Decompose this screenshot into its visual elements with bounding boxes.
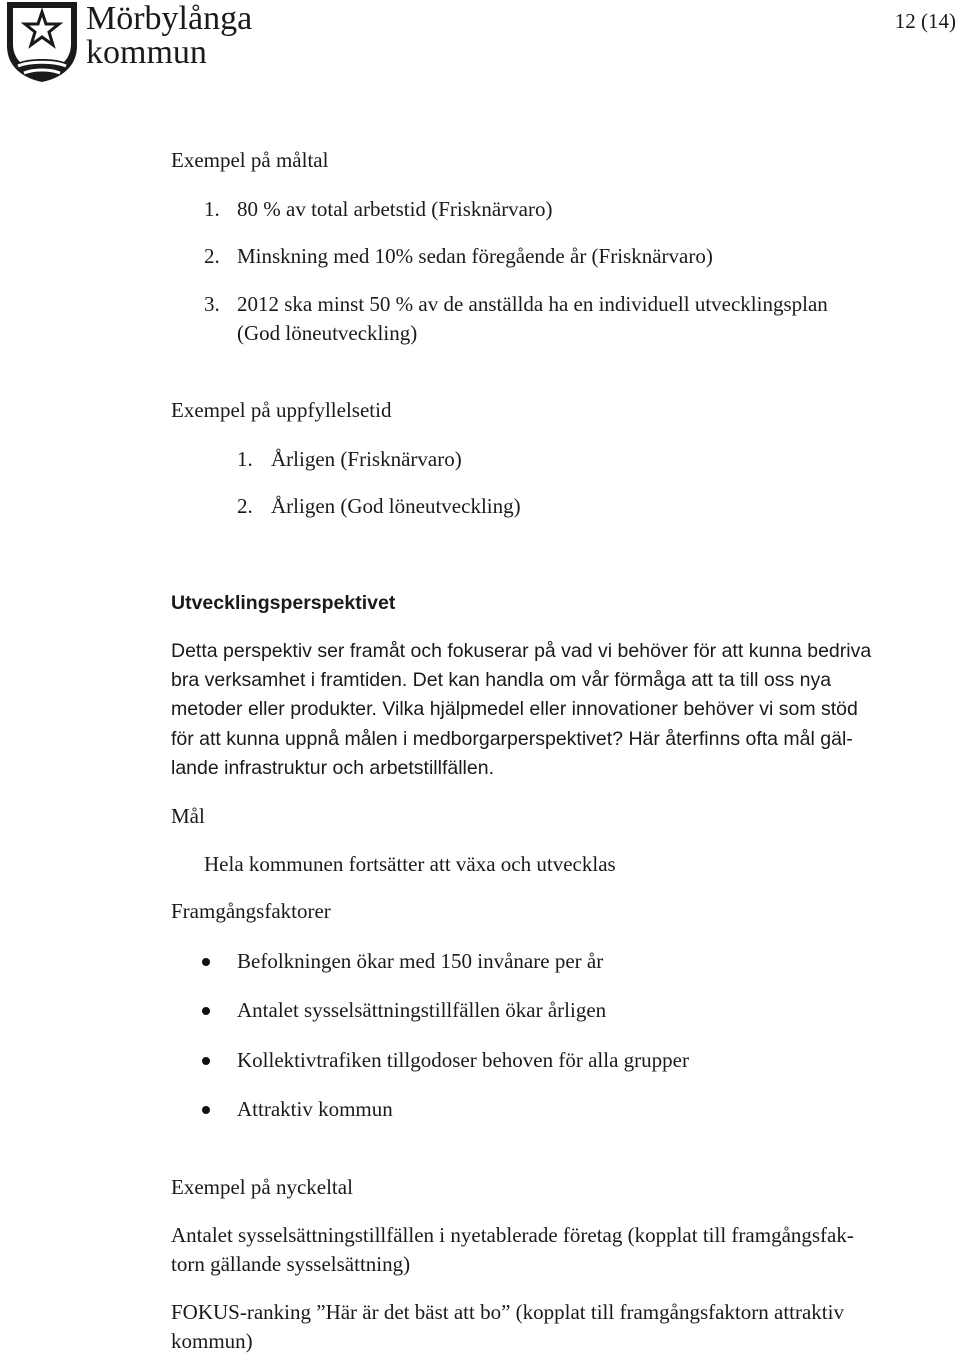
uppfyllelsetid-item-number: 2. <box>237 494 253 518</box>
uppfyllelsetid-heading: Exempel på uppfyllelsetid <box>171 398 392 422</box>
section-heading: Utvecklingsperspektivet <box>171 592 396 614</box>
nyckeltal-paragraph-line: torn gällande sysselsättning) <box>171 1252 411 1276</box>
paragraph-line: lande infrastruktur och arbetstillfällen. <box>171 757 494 779</box>
success-factor-item: Antalet sysselsättningstillfällen ökar årligen <box>237 998 607 1022</box>
uppfyllelsetid-item-number: 1. <box>237 447 253 471</box>
logo-wordmark <box>86 2 252 70</box>
maltal-item-text: 2012 ska minst 50 % av de anställda ha en individuell utvecklingsplan <box>237 292 828 316</box>
mal-heading: Mål <box>171 804 205 828</box>
nyckeltal-paragraph-line: FOKUS-ranking ”Här är det bäst att bo” (kopplat till framgångsfaktorn attraktiv <box>171 1300 844 1324</box>
success-factor-item: Attraktiv kommun <box>237 1097 393 1121</box>
municipality-logo <box>4 0 254 84</box>
bullet-icon <box>202 1057 210 1065</box>
maltal-item-number: 2. <box>204 244 220 268</box>
logo-line-2: kommun <box>86 34 207 71</box>
framgang-heading: Framgångsfaktorer <box>171 899 331 923</box>
success-factor-item: Befolkningen ökar med 150 invånare per år <box>237 949 604 973</box>
bullet-icon <box>202 1106 210 1114</box>
paragraph-line: Detta perspektiv ser framåt och fokuserar på vad vi behöver för att kunna bedriva <box>171 640 872 662</box>
success-factor-item: Kollektivtrafiken tillgodoser behoven för alla grupper <box>237 1048 689 1072</box>
page-number: 12 (14) <box>894 9 956 33</box>
nyckeltal-heading: Exempel på nyckeltal <box>171 1175 353 1199</box>
maltal-heading: Exempel på måltal <box>171 148 329 172</box>
goal-text: Hela kommunen fortsätter att växa och utvecklas <box>204 852 616 876</box>
paragraph-line: metoder eller produkter. Vilka hjälpmedel eller innovationer behöver vi som stöd <box>171 698 858 720</box>
uppfyllelsetid-item-text: Årligen (Frisknärvaro) <box>271 447 462 471</box>
maltal-item-number: 1. <box>204 197 220 221</box>
nyckeltal-paragraph-line: Antalet sysselsättningstillfällen i nyetablerade företag (kopplat till framgångsfak- <box>171 1223 854 1247</box>
uppfyllelsetid-item-text: Årligen (God löneutveckling) <box>271 494 521 518</box>
coat-of-arms-icon <box>4 0 80 84</box>
maltal-item-text-continued: (God löneutveckling) <box>237 321 418 345</box>
paragraph-line: för att kunna uppnå målen i medborgarperspektivet? Här återfinns ofta mål gäl- <box>171 728 853 750</box>
maltal-item-text: Minskning med 10% sedan föregående år (Frisknärvaro) <box>237 244 713 268</box>
paragraph-line: bra verksamhet i framtiden. Det kan handla om vår förmåga att ta till oss nya <box>171 669 832 691</box>
nyckeltal-paragraph-line: kommun) <box>171 1329 253 1353</box>
bullet-icon <box>202 958 210 966</box>
maltal-item-text: 80 % av total arbetstid (Frisknärvaro) <box>237 197 553 221</box>
maltal-item-number: 3. <box>204 292 220 316</box>
logo-line-1: Mörbylånga <box>86 0 253 37</box>
bullet-icon <box>202 1007 210 1015</box>
